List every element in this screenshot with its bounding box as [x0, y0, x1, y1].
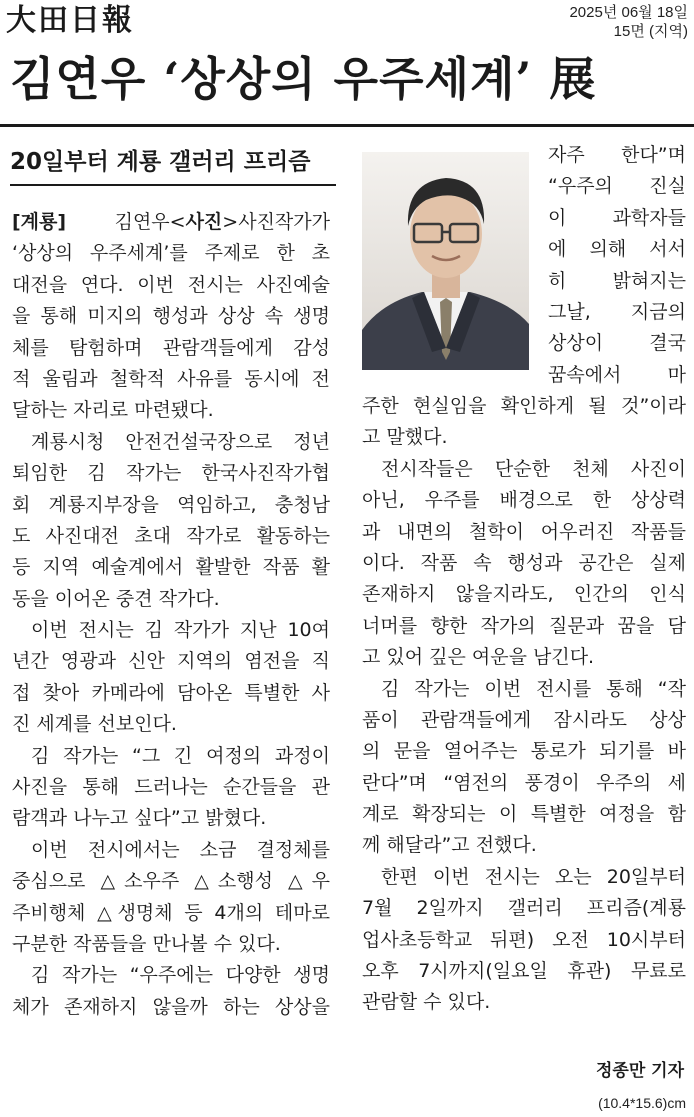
article-line: 등 지역 예술계에서 활발한 작품 활	[12, 556, 330, 579]
article-line: 상상이 결국	[548, 332, 686, 355]
article-line: 대전을 연다. 이번 전시는 사진예술	[12, 273, 330, 296]
article-line: 꿈속에서 마	[548, 363, 686, 386]
article-line: 자주 한다”며	[548, 144, 686, 166]
article-line: ‘상상의 우주세계’를 주제로 한 초	[12, 242, 330, 265]
article-line: 관람할 수 있다.	[362, 991, 491, 1014]
article-line: 이번 전시에서는 소금 결정체를	[31, 838, 330, 861]
photo-ref: 사진	[185, 211, 223, 233]
article-line: 진 세계를 선보인다.	[12, 713, 177, 736]
article-line: [계룡] 김연우<사진>사진작가가	[12, 211, 330, 233]
article-line: 구분한 작품들을 만나볼 수 있다.	[12, 932, 281, 955]
article-line: 존재하지 않을지라도, 인간의 인식	[362, 583, 686, 606]
article-line: 김 작가는 “그 긴 여정의 과정이	[31, 744, 330, 767]
article-line: 그날, 지금의	[548, 300, 686, 323]
headline: 김연우 ‘상상의 우주세계’ 展	[10, 52, 597, 106]
article-line: 7월 2일까지 갤러리 프리즘(계룡	[362, 897, 686, 920]
article-line: 김 작가는 “우주에는 다양한 생명	[31, 964, 330, 987]
article-line: 께 해달라”고 전했다.	[362, 834, 537, 857]
masthead: 大田日報	[6, 3, 134, 38]
article-line: 회 계룡지부장을 역임하고, 충청남	[12, 493, 330, 516]
publication-page: 15면 (지역)	[613, 23, 688, 40]
article-line: 체가 존재하지 않을까 하는 상상을	[12, 995, 330, 1018]
region-tag: [계룡]	[12, 211, 67, 233]
article-line: 업사초등학교 뒤편) 오전 10시부터	[362, 928, 686, 951]
article-line: 도 사진대전 초대 작가로 활동하는	[12, 524, 330, 547]
article-line: 아닌, 우주를 배경으로 한 상상력	[362, 489, 686, 512]
article-line: 년간 영광과 신안 지역의 염전을 직	[12, 650, 330, 673]
article-line: 과 내면의 철학이 어우러진 작품들	[362, 520, 686, 543]
byline: 정종만 기자	[595, 1061, 684, 1081]
publication-info	[569, 3, 688, 41]
article-line: 주한 현실임을 확인하게 될 것”이라	[362, 395, 686, 417]
article-line: 품이 관람객들에게 잠시라도 상상	[362, 708, 686, 731]
article-column-2-top	[548, 140, 686, 391]
article-line: 전시작들은 단순한 천체 사진이	[381, 457, 686, 480]
article-line: 달하는 자리로 마련됐다.	[12, 399, 214, 422]
article-line: “우주의 진실	[548, 175, 686, 198]
article-line: 고 말했다.	[362, 426, 448, 449]
article-line: 이번 전시는 김 작가가 지난 10여	[31, 619, 330, 642]
article-line: 이 과학자들	[548, 206, 686, 229]
subheadline: 20일부터 계룡 갤러리 프리즘	[10, 149, 311, 175]
subheadline-rule	[10, 184, 336, 186]
headline-rule	[0, 124, 694, 127]
article-line: 의 문을 열어주는 통로가 되기를 바	[362, 740, 686, 763]
article-line: 동을 이어온 중견 작가다.	[12, 587, 220, 610]
article-line: 주비행체 △생명체 등 4개의 테마로	[12, 901, 330, 924]
article-column-2	[362, 391, 686, 1019]
article-line: 오후 7시까지(일요일 휴관) 무료로	[362, 960, 686, 983]
publication-date: 2025년 06월 18일	[569, 4, 688, 21]
article-column-1	[12, 207, 330, 1023]
article-line: 체를 탐험하며 관람객들에게 감성	[12, 336, 330, 359]
article-line: 한편 이번 전시는 오는 20일부터	[381, 865, 686, 888]
article-line: 히 밝혀지는	[548, 269, 686, 292]
article-line: 계로 확장되는 이 특별한 여정을 함	[362, 803, 686, 826]
article-line: 에 의해 서서	[548, 238, 686, 261]
article-line: 람객과 나누고 싶다”고 밝혔다.	[12, 807, 267, 830]
article-line: 김 작가는 이번 전시를 통해 “작	[381, 677, 686, 700]
article-line: 너머를 향한 작가의 질문과 꿈을 담	[362, 614, 686, 637]
article-line: 란다”며 “염전의 풍경이 우주의 세	[362, 771, 686, 794]
article-line: 을 통해 미지의 행성과 상상 속 생명	[12, 305, 330, 328]
article-line: 계룡시청 안전건설국장으로 정년	[31, 430, 330, 453]
article-line: 중심으로 △소우주 △소행성 △우	[12, 870, 330, 893]
portrait-photo-icon	[362, 152, 529, 370]
author-photo	[362, 152, 529, 370]
article-line: 퇴임한 김 작가는 한국사진작가협	[12, 462, 330, 485]
article-line: 적 울림과 철학적 사유를 동시에 전	[12, 367, 330, 390]
clipping-size: (10.4*15.6)cm	[598, 1095, 686, 1111]
article-line: 고 있어 깊은 여운을 남긴다.	[362, 646, 595, 669]
article-line: 이다. 작품 속 행성과 공간은 실제	[362, 551, 686, 574]
article-line: 사진을 통해 드러나는 순간들을 관	[12, 776, 330, 799]
article-line: 접 찾아 카메라에 담아온 특별한 사	[12, 681, 330, 704]
